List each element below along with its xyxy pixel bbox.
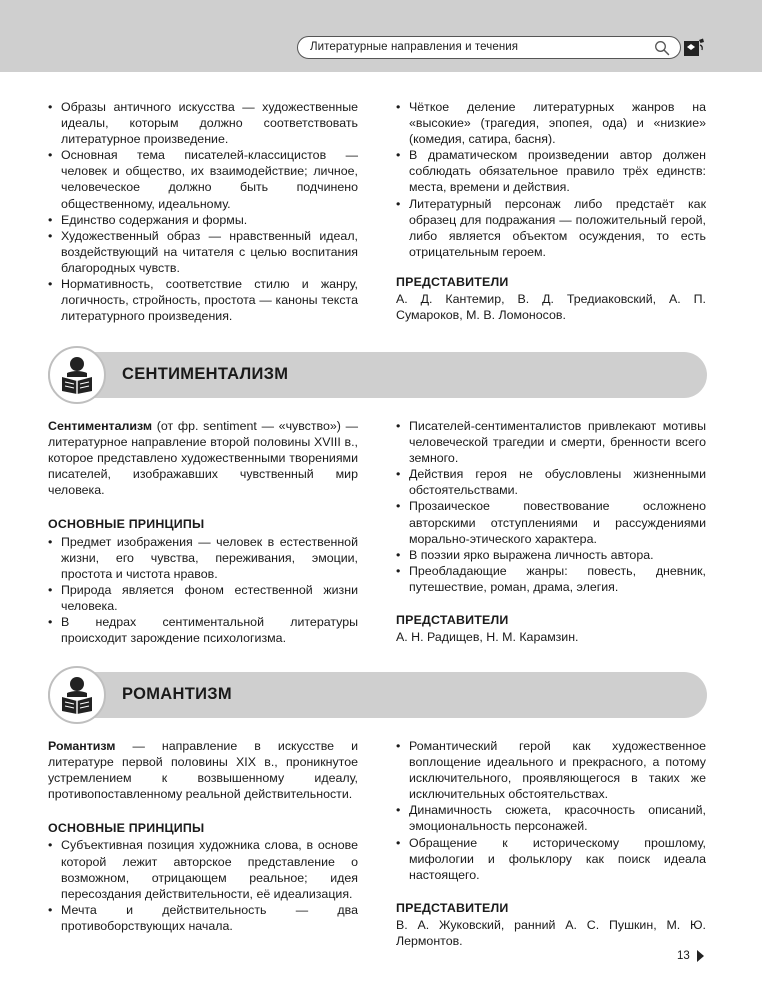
sentimentalism-right-column — [396, 418, 706, 645]
romanticism-bullet-item: • Мечта и действительность — два противоборствующих начала. — [48, 902, 358, 934]
classicism-bullet-item: • Литературный персонаж либо предстаёт как образец для подражания — положительный герой, либо является объектом осуждения, то есть отрицательным героем. — [396, 196, 706, 260]
header-band — [0, 0, 762, 72]
romanticism-term: Романтизм — [48, 739, 116, 753]
romanticism-left-column — [48, 738, 358, 934]
sentimentalism-definition — [48, 418, 358, 498]
book-icon — [683, 38, 705, 58]
sentimentalism-bullet-item: • Преобладающие жанры: повесть, дневник, путешествие, роман, драма, элегия. — [396, 563, 706, 595]
romanticism-principles-heading: ОСНОВНЫЕ ПРИНЦИПЫ — [48, 821, 205, 836]
reader-icon — [59, 676, 95, 714]
sentimentalism-bullet-item: • Прозаическое повествование осложнено авторскими отступлениями и рассуждениями морально-этического характера. — [396, 498, 706, 546]
classicism-right-list — [396, 99, 706, 260]
magnifier-icon[interactable] — [654, 40, 670, 56]
section-search-bar[interactable] — [297, 36, 681, 59]
romanticism-bullet-item: • Обращение к историческому прошлому, мифологии и фольклору как поиск идеала настоящего. — [396, 835, 706, 883]
romanticism-definition — [48, 738, 358, 802]
classicism-bullet-item: • Художественный образ — нравственный идеал, воздействующий на читателя с целью воспитания благородных чувств. — [48, 228, 358, 276]
sentimentalism-bullet-item: • Природа является фоном естественной жизни человека. — [48, 582, 358, 614]
classicism-bullet-item: • Единство содержания и формы. — [48, 212, 358, 228]
romanticism-definition-text: — направление в искусстве и литературе первой половины XIX в., проникнутое устремлением к возвышенному идеалу, противопоставленному реальной действительности. — [48, 739, 358, 802]
sentimentalism-principles-heading: ОСНОВНЫЕ ПРИНЦИПЫ — [48, 517, 205, 532]
sentimentalism-definition-text: (от фр. sentiment — «чувство») — литературное направление второй половины XVIII в., которое представлено художественными творениями писателей, изображавших чувственный мир человека. — [48, 419, 358, 498]
classicism-bullet-item: • Образы античного искусства — художественные идеалы, которым должно соответствовать литературное произведение. — [48, 99, 358, 147]
sentimentalism-bullet-item: • В поэзии ярко выражена личность автора. — [396, 547, 706, 563]
sentimentalism-left-list — [48, 534, 358, 647]
sentimentalism-right-list — [396, 418, 706, 595]
classicism-bullet-item: • Чёткое деление литературных жанров на «высокие» (трагедия, эпопея, ода) и «низкие» (комедия, сатира, басня). — [396, 99, 706, 147]
page-number: 13 — [677, 950, 690, 962]
sentimentalism-icon-badge — [48, 346, 106, 404]
sentimentalism-bullet-item: • В недрах сентиментальной литературы происходит зарождение психологизма. — [48, 614, 358, 646]
romanticism-reps-heading: ПРЕДСТАВИТЕЛИ — [396, 900, 509, 915]
romanticism-reps-text: В. А. Жуковский, ранний А. С. Пушкин, М. Ю. Лермонтов. — [396, 917, 706, 949]
classicism-left-column — [48, 99, 358, 324]
sentimentalism-term: Сентиментализм — [48, 419, 153, 433]
sentimentalism-left-column — [48, 418, 358, 646]
sentimentalism-bullet-item: • Предмет изображения — человек в естественной жизни, его чувства, переживания, эмоции, простота и чистота нравов. — [48, 534, 358, 582]
romanticism-title: РОМАНТИЗМ — [122, 685, 232, 703]
sentimentalism-reps-heading: ПРЕДСТАВИТЕЛИ — [396, 613, 509, 628]
classicism-bullet-item: • Нормативность, соответствие стилю и жанру, логичность, стройность, простота — каноны текста литературного произведения. — [48, 276, 358, 324]
section-title: Литературные направления и течения — [310, 41, 519, 53]
classicism-bullet-item: • В драматическом произведении автор должен соблюдать обязательное правило трёх единств: места, времени и действия. — [396, 147, 706, 195]
reader-icon — [59, 356, 95, 394]
sentimentalism-title: СЕНТИМЕНТАЛИЗМ — [122, 365, 289, 383]
classicism-reps-text: А. Д. Кантемир, В. Д. Тредиаковский, А. П. Сумароков, М. В. Ломоносов. — [396, 292, 706, 323]
romanticism-right-column — [396, 738, 706, 949]
classicism-reps-heading: ПРЕДСТАВИТЕЛИ — [396, 274, 509, 289]
romanticism-icon-badge — [48, 666, 106, 724]
sentimentalism-bullet-item: • Действия героя не обусловлены жизненными обстоятельствами. — [396, 466, 706, 498]
sentimentalism-reps-text: А. Н. Радищев, Н. М. Карамзин. — [396, 630, 579, 645]
classicism-left-list — [48, 99, 358, 324]
romanticism-bullet-item: • Динамичность сюжета, красочность описаний, эмоциональность персонажей. — [396, 802, 706, 834]
romanticism-left-list — [48, 837, 358, 934]
romanticism-bullet-item: • Романтический герой как художественное воплощение идеального и прекрасного, а потому исключительного, проявляющегося в таких же исключительных обстоятельствах. — [396, 738, 706, 802]
next-page-arrow-icon[interactable] — [697, 950, 704, 962]
classicism-bullet-item: • Основная тема писателей-классицистов — человек и общество, их взаимодействие; личное, человеческое должно быть подчинено общественному, идеальному. — [48, 147, 358, 211]
sentimentalism-bullet-item: • Писателей-сентименталистов привлекают мотивы человеческой трагедии и смерти, бренности всего земного. — [396, 418, 706, 466]
romanticism-right-list — [396, 738, 706, 883]
romanticism-bullet-item: • Субъективная позиция художника слова, в основе которой лежит авторское представление о возможном, отрицающем реальное; идея пересоздания действительности, её идеализация. — [48, 837, 358, 901]
classicism-right-column — [396, 99, 706, 323]
